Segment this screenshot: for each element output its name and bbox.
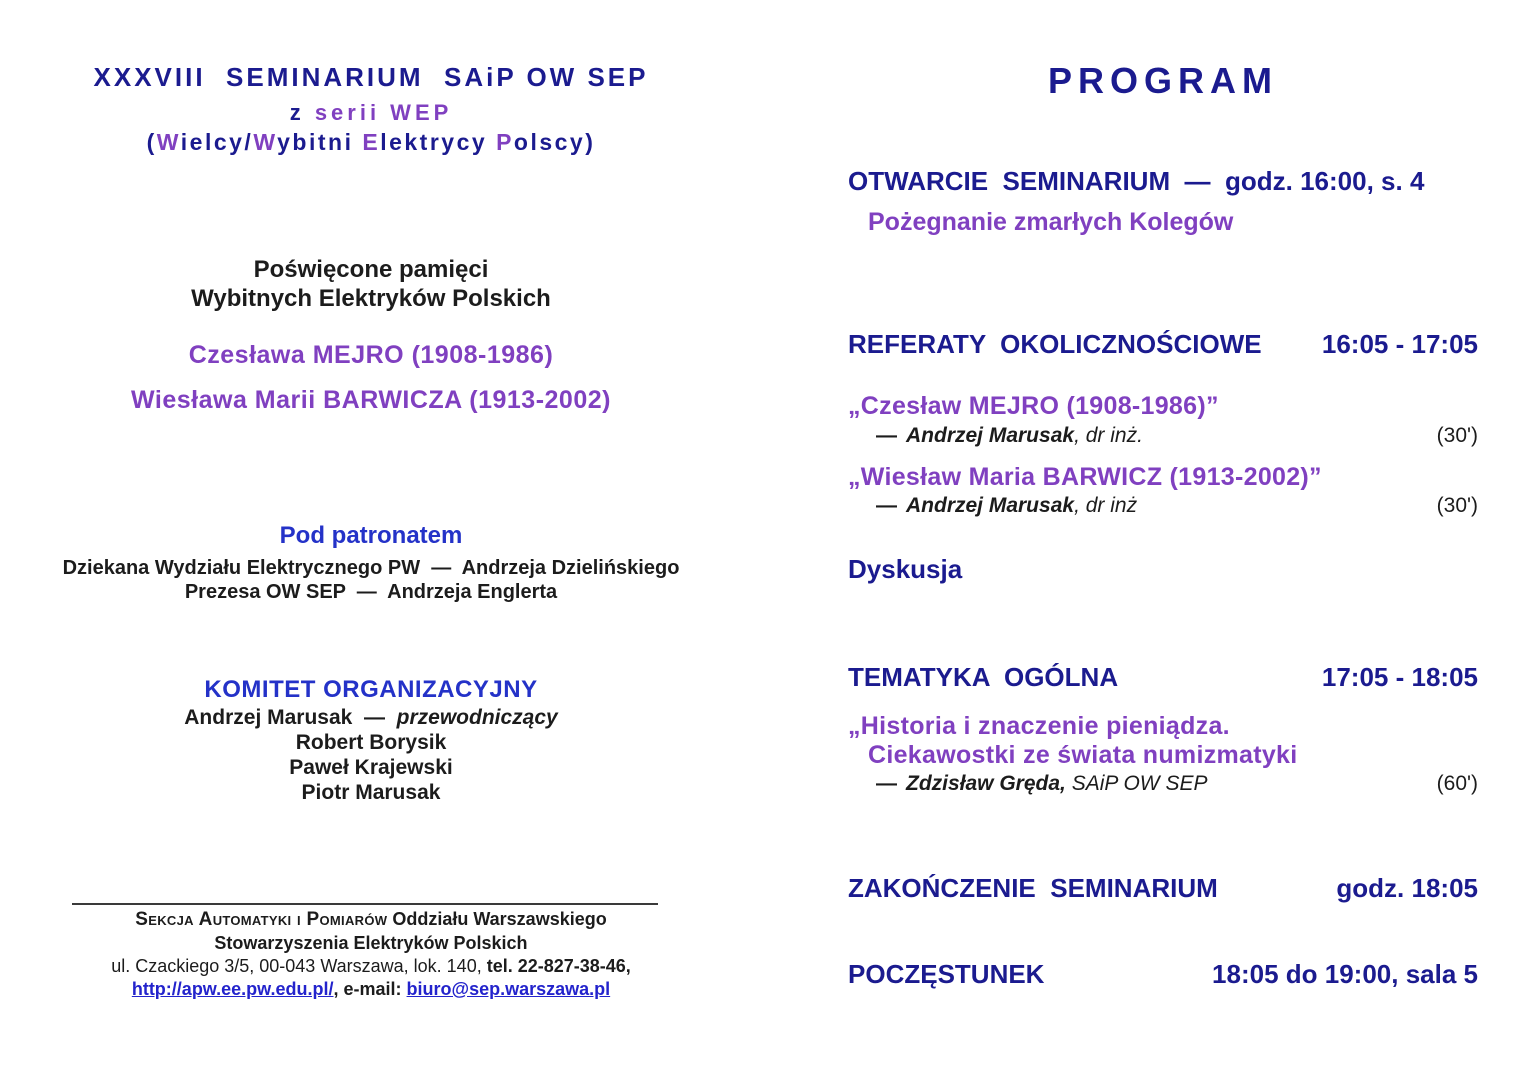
speaker-info: — Andrzej Marusak, dr inż. — [876, 424, 1143, 447]
section-referaty-time: 16:05 - 17:05 — [1321, 329, 1478, 359]
patronage-lines — [60, 556, 682, 604]
section-referaty-heading: REFERATY OKOLICZNOŚCIOWE — [848, 329, 1262, 359]
talk-speaker-row — [848, 772, 1478, 796]
section-closing — [848, 873, 1478, 904]
org-name-line-2: Stowarzyszenia Elektryków Polskich — [214, 933, 528, 954]
patronage-heading: Pod patronatem — [279, 522, 463, 549]
reception-heading: POCZĘSTUNEK — [848, 959, 1045, 989]
closing-heading: ZAKOŃCZENIE SEMINARIUM — [848, 873, 1218, 903]
talk-duration: (30') — [1436, 424, 1478, 447]
talk-speaker-row — [848, 494, 1478, 518]
seminar-title: XXXVIII SEMINARIUM SAiP OW SEP — [93, 62, 649, 92]
honoree-1: Czesława MEJRO (1908-1986) — [188, 341, 554, 369]
program-title: PROGRAM — [1048, 60, 1278, 101]
talk-title-mejro: „Czesław MEJRO (1908-1986)” — [848, 392, 1219, 420]
talk-speaker-row — [848, 424, 1478, 448]
dedication — [60, 255, 682, 314]
email-link[interactable]: biuro@sep.warszawa.pl — [406, 978, 611, 999]
committee-lines — [60, 706, 682, 806]
dedication-line-2: Wybitnych Elektryków Polskich — [191, 285, 551, 313]
address-line: ul. Czackiego 3/5, 00-043 Warszawa, lok. 140, tel. 22-827-38-46, — [111, 955, 631, 976]
committee-member: Robert Borysik — [295, 730, 447, 754]
speaker-info: — Andrzej Marusak, dr inż — [876, 494, 1138, 517]
talk-duration: (60') — [1436, 772, 1478, 795]
talk-duration: (30') — [1436, 494, 1478, 517]
series-prefix: z — [289, 100, 315, 125]
footer — [60, 908, 682, 1001]
dedication-line-1: Poświęcone pamięci — [253, 256, 489, 283]
series-expansion: (Wielcy/Wybitni Elektrycy Polscy) — [146, 129, 596, 155]
committee-member: Paweł Krajewski — [289, 755, 453, 779]
reception-time: 18:05 do 19:00, sala 5 — [1212, 959, 1478, 989]
patron-line-1: Dziekana Wydziału Elektrycznego PW — Andrzeja Dzielińskiego — [62, 557, 680, 579]
honoree-2: Wiesława Marii BARWICZA (1913-2002) — [131, 386, 611, 414]
section-tematyka-heading: TEMATYKA OGÓLNA — [848, 662, 1119, 692]
section-tematyka — [848, 662, 1478, 693]
section-reception — [848, 959, 1478, 990]
discussion-label: Dyskusja — [848, 554, 963, 584]
org-name-line: Sekcja Automatyki i Pomiarów Oddziału Warszawskiego — [135, 909, 607, 930]
committee-member: Piotr Marusak — [301, 780, 441, 804]
opening-subtitle: Pożegnanie zmarłych Kolegów — [868, 208, 1234, 236]
committee-chair: Andrzej Marusak — przewodniczący — [184, 706, 558, 729]
series-line — [60, 100, 682, 126]
footer-separator — [72, 903, 658, 905]
talk-title-historia-line1: „Historia i znaczenie pieniądza. — [848, 712, 1230, 740]
talk-title-historia-line2: Ciekawostki ze świata numizmatyki — [868, 741, 1298, 769]
contact-line: http://apw.ee.pw.edu.pl/, e-mail: biuro@sep.warszawa.pl — [131, 978, 611, 999]
talk-title-barwicz: „Wiesław Maria BARWICZ (1913-2002)” — [848, 463, 1322, 491]
section-tematyka-time: 17:05 - 18:05 — [1321, 662, 1478, 692]
patron-line-2: Prezesa OW SEP — Andrzeja Englerta — [184, 581, 558, 603]
closing-time: godz. 18:05 — [1336, 873, 1478, 903]
committee-heading: KOMITET ORGANIZACYJNY — [204, 676, 538, 703]
website-link[interactable]: http://apw.ee.pw.edu.pl/ — [131, 978, 334, 999]
section-referaty — [848, 329, 1478, 360]
opening-heading: OTWARCIE SEMINARIUM — godz. 16:00, s. 4 — [848, 166, 1425, 196]
series-accent: serii WEP — [314, 100, 453, 125]
speaker-info: — Zdzisław Gręda, SAiP OW SEP — [876, 772, 1208, 795]
